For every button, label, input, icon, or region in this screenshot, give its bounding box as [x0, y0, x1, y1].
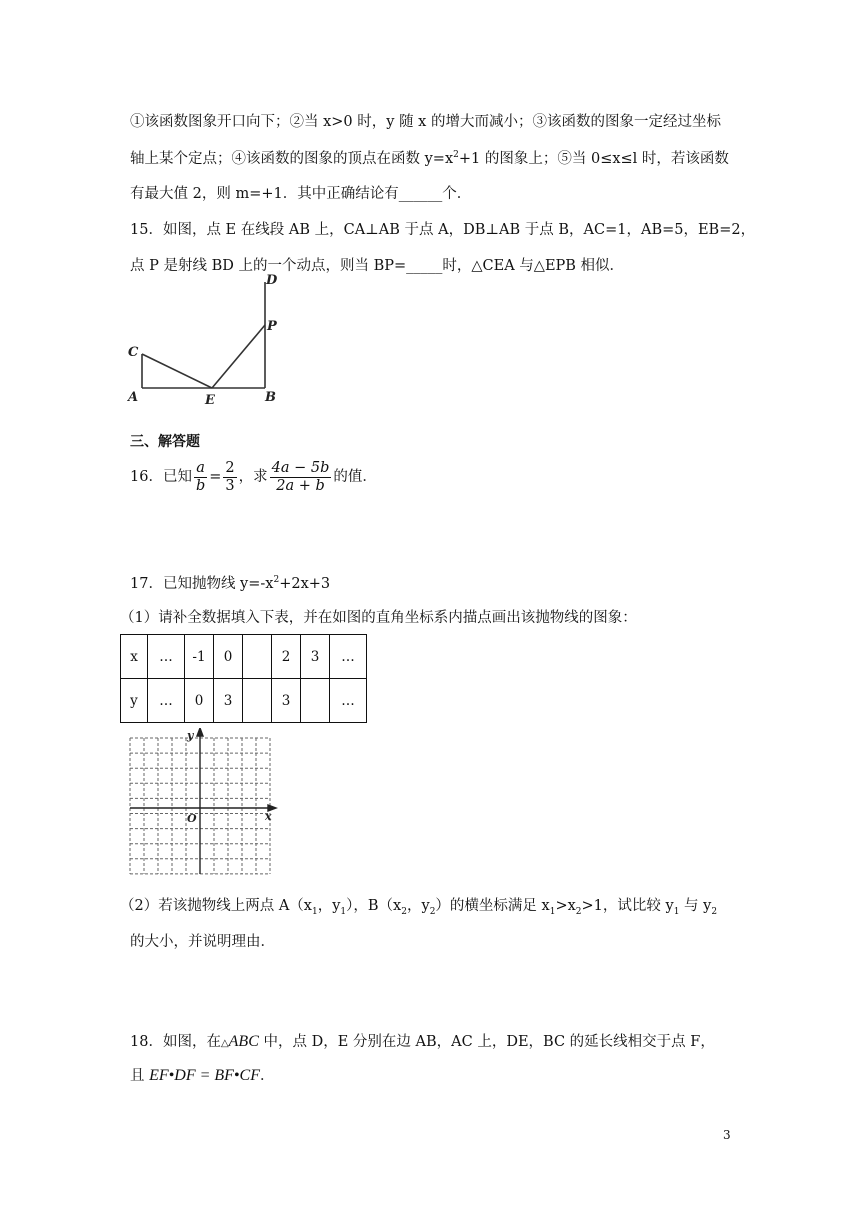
table-cell: …: [148, 679, 185, 723]
q14-line3: 有最大值 2，则 m=+1．其中正确结论有______个．: [130, 186, 472, 202]
q16-frac3: $\frac{4a - 5b}{2a + b}$: [271, 459, 330, 494]
q14-line2: 轴上某个定点；④该函数的图象的顶点在函数 $y=x^2+1$ 的图象上；⑤当 0≤x≤l 时，若该函数: [130, 150, 729, 167]
label-e: E: [205, 393, 215, 408]
q15-figure: [120, 268, 290, 408]
table-cell: 3: [214, 679, 243, 723]
table-cell: y: [121, 679, 148, 723]
q18-formula: EF•DF = BF•CF: [149, 1067, 260, 1084]
label-c: C: [128, 345, 139, 360]
q18-line1: 18．如图，在△ABC 中，点 D，E 分别在边 AB，AC 上，DE，BC 的延长线相交于点 F，: [130, 1033, 715, 1050]
table-cell: 3: [272, 679, 301, 723]
page-number: 3: [723, 1128, 731, 1142]
label-a: A: [128, 390, 139, 405]
table-cell: [243, 635, 272, 679]
table-cell: 0: [214, 635, 243, 679]
table-cell: 0: [185, 679, 214, 723]
q16: 16．已知 $\frac{a}{b}$ = $\frac{2}{3}$ ，求 $\frac{4a - 5b}{2a + b}$ 的值．: [130, 459, 377, 494]
origin-label: O: [187, 812, 197, 825]
q17-part2-line1: （2）若该抛物线上两点 $A(x_1$，$y_1$），$B(x_2$，$y_2$）的横坐标满足 $x_1>x_2>1$，试比较 $y_1$ 与 $y_2$: [120, 898, 718, 917]
value-table: [120, 634, 367, 723]
table-cell: 3: [301, 635, 330, 679]
q15-line2: 点 P 是射线 BD 上的一个动点，则当 BP=_____时，△CEA 与△EPB 相似．: [130, 258, 625, 274]
table-cell: …: [148, 635, 185, 679]
table-cell: [301, 679, 330, 723]
q15-line1: 15．如图，点 E 在线段 AB 上，CA⊥AB 于点 A，DB⊥AB 于点 B，AC=1，AB=5，EB=2，: [130, 222, 756, 238]
table-row: [121, 635, 367, 679]
table-cell: …: [330, 635, 367, 679]
label-p: P: [267, 319, 277, 334]
table-row: [121, 679, 367, 723]
q14-line1: ①该函数图象开口向下；②当 x>0 时，y 随 x 的增大而减小；③该函数的图象一定经过坐标: [130, 114, 721, 130]
q18-line2: 且 EF•DF = BF•CF．: [130, 1067, 275, 1084]
table-cell: 2: [272, 635, 301, 679]
q16-frac2: $\frac{2}{3}$: [225, 459, 235, 494]
q17-title: 17．已知抛物线 $y=-x^2+2x+3$: [130, 575, 331, 592]
coordinate-grid: [124, 728, 284, 878]
table-cell: x: [121, 635, 148, 679]
table-cell: [243, 679, 272, 723]
axis-x-label: x: [265, 810, 272, 823]
q17-part2-line2: 的大小，并说明理由．: [130, 934, 275, 950]
label-b: B: [265, 390, 276, 405]
table-cell: -1: [185, 635, 214, 679]
q17-part1: （1）请补全数据填入下表，并在如图的直角坐标系内描点画出该抛物线的图象：: [120, 610, 637, 626]
section-title: 三、解答题: [130, 434, 200, 450]
table-cell: …: [330, 679, 367, 723]
axis-y-label: y: [187, 729, 194, 742]
label-d: D: [266, 273, 278, 288]
q16-frac1: $\frac{a}{b}$: [195, 459, 206, 494]
